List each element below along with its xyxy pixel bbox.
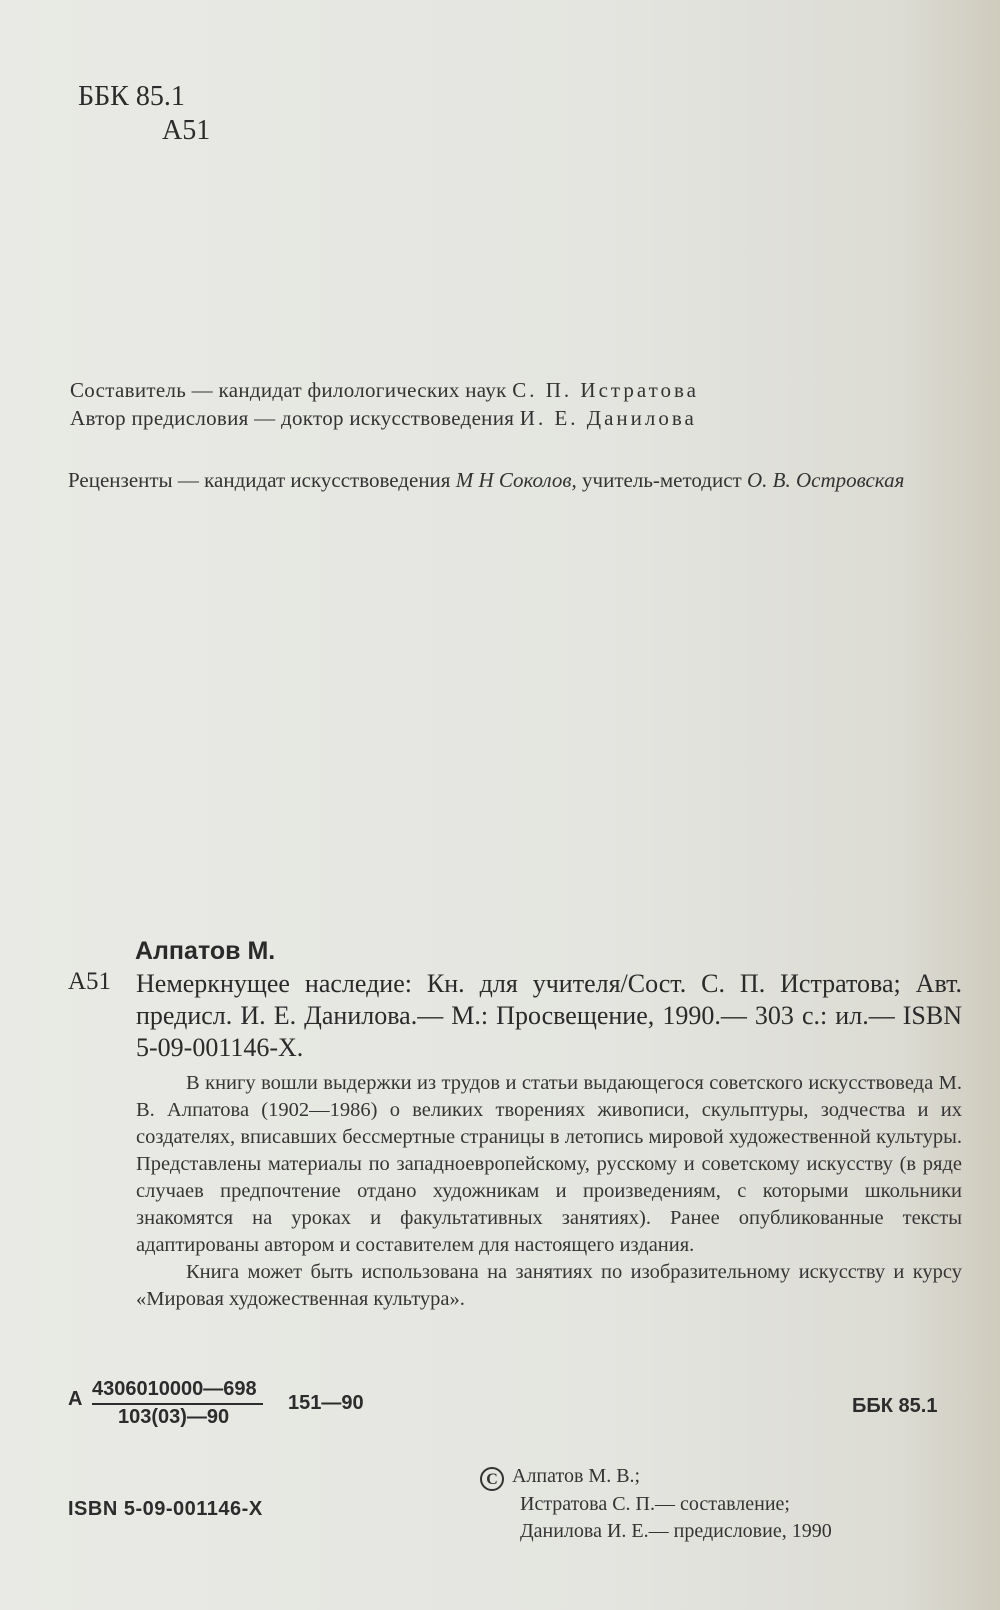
copyright-block [480, 1463, 832, 1545]
annotation-paragraph-1: В книгу вошли выдержки из трудов и статьи выдающегося советского искусствоведа М. В. Алпатова (1902—1986) о великих творениях живописи, скульптуры, зодчества и их создателях, вписавших бессмертные страницы в летопись мировой художественной культуры. Представлены материалы по западноевропейскому, русскому и советскому искусству (в ряде случаев предпочтение отдано художникам и произведениям, с которыми школьники знакомятся на уроках и факультативных занятиях). Ранее опубликованные тексты адаптированы автором и составителем для настоящего издания. [136, 1072, 962, 1256]
entry-author: Алпатов М. [135, 937, 276, 965]
annotation [136, 1070, 962, 1313]
bibliographic-description: Немеркнущее наследие: Кн. для учителя/Сост. С. П. Истратова; Авт. предисл. И. Е. Данилова.— М.: Просвещение, 1990.— 303 с.: ил.— ISBN 5-09-001146-X. [136, 969, 962, 1062]
preface-name: И. Е. Данилова [519, 406, 697, 430]
author-mark: А51 [162, 115, 211, 146]
copyright-line-1: Алпатов М. В.; [512, 1465, 641, 1487]
preface-role: Автор предисловия — доктор искусствоведения [70, 406, 515, 430]
reviewer-1: М Н Соколов, [455, 468, 577, 492]
order-denominator: 103(03)—90 [118, 1406, 230, 1428]
bbk-code: ББК 85.1 [78, 81, 185, 112]
reviewer-2: О. В. Островская [746, 468, 905, 492]
isbn: ISBN 5-09-001146-X [68, 1498, 263, 1520]
order-numerator: 4306010000—698 [92, 1378, 263, 1405]
annotation-paragraph-2: Книга может быть использована на занятиях по изобразительному искусству и курсу «Мировая художественная культура». [136, 1261, 962, 1310]
copyright-icon: C [480, 1467, 504, 1491]
entry-code: А51 [68, 968, 112, 995]
bbk-classification [78, 80, 210, 148]
reviewers-credit [68, 466, 958, 494]
bbk-bottom: ББК 85.1 [852, 1395, 938, 1417]
preface-credit [70, 406, 697, 431]
order-number: 151—90 [288, 1392, 364, 1414]
compiler-credit [70, 378, 699, 403]
compiler-role: Составитель — кандидат филологических наук [70, 378, 507, 402]
reviewers-prefix: Рецензенты — кандидат искусствоведения [68, 468, 451, 492]
copyright-line-2: Истратова С. П.— составление; [520, 1493, 790, 1515]
copyright-line-3: Данилова И. Е.— предисловие, 1990 [520, 1520, 832, 1542]
order-letter: А [68, 1388, 83, 1410]
compiler-name: С. П. Истратова [512, 378, 699, 402]
reviewer-title: учитель-методист [582, 468, 742, 492]
